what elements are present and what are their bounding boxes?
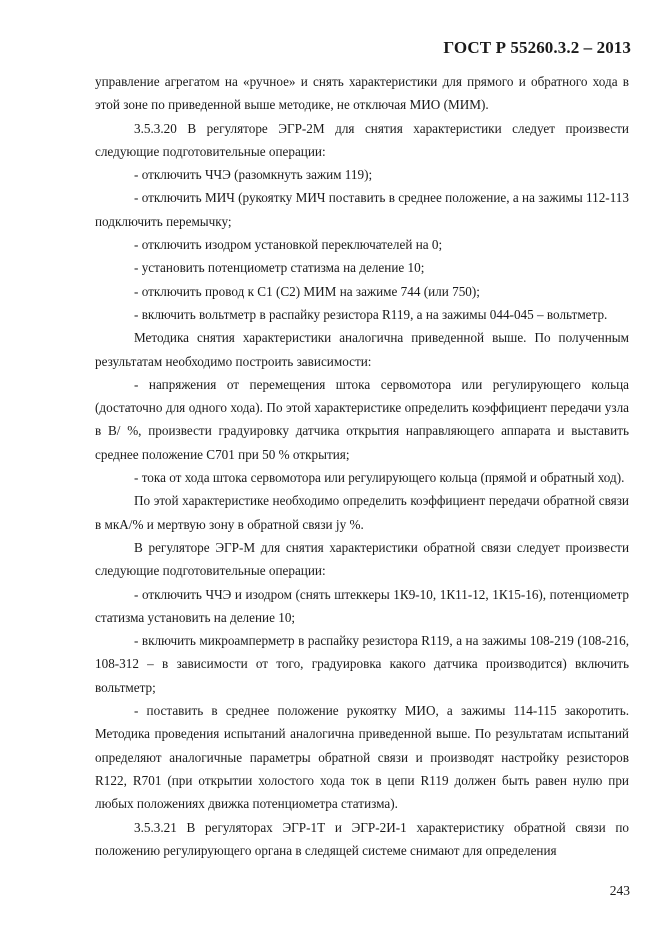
paragraph: - поставить в среднее положение рукоятку МИО, а зажимы 114-115 закоротить. Методика проведения испытаний аналогична приведенной выше. По результатам испытаний определяют аналогичные параметры обратной связи и производят настройку резисторов R122, R701 (при открытии холостого хода ток в цепи R119 должен быть равен нулю при любых положениях движка потенциометра статизма).	[95, 703, 629, 812]
body-text	[95, 70, 629, 862]
paragraph: - отключить МИЧ (рукоятку МИЧ поставить в среднее положение, а на зажимы 112-113 подключить перемычку;	[95, 190, 629, 229]
paragraph: 3.5.3.21 В регуляторах ЭГР-1Т и ЭГР-2И-1 характеристику обратной связи по положению регулирующего органа в следящей системе снимают для определения	[95, 819, 629, 858]
paragraph: - включить вольтметр в распайку резистора R119, а на зажимы 044-045 – вольтметр.	[134, 306, 608, 322]
paragraph: - установить потенциометр статизма на деление 10;	[134, 260, 425, 276]
paragraph: - отключить провод к С1 (С2) МИМ на зажиме 744 (или 750);	[134, 283, 480, 299]
paragraph: - включить микроамперметр в распайку резистора R119, а на зажимы 108-219 (108-216, 108-312 – в зависимости от того, градуировка какого датчика производится) включить вольтметр;	[95, 633, 629, 695]
paragraph: - отключить ЧЧЭ (разомкнуть зажим 119);	[134, 167, 373, 183]
paragraph: управление агрегатом на «ручное» и снять характеристики для прямого и обратного хода в этой зоне по приведенной выше методике, не отключая МИО (МИМ).	[95, 74, 629, 113]
paragraph: По этой характеристике необходимо определить коэффициент передачи обратной связи в мкА/% и мертвую зону в обратной связи jy %.	[95, 493, 629, 532]
page-number: 243	[609, 883, 630, 898]
paragraph: - напряжения от перемещения штока сервомотора или регулирующего кольца (достаточно для одного хода). По этой характеристике определить коэффициент передачи узла в В/ %, произвести градуировку датчика открытия направляющего аппарата и выставить среднее положение С701 при 50 % открытия;	[95, 376, 629, 462]
paragraph: Методика снятия характеристики аналогична приведенной выше. По полученным результатам необходимо построить зависимости:	[95, 330, 629, 369]
paragraph: - отключить изодром установкой переключателей на 0;	[134, 237, 443, 253]
paragraph: - тока от хода штока сервомотора или регулирующего кольца (прямой и обратный ход).	[134, 470, 625, 486]
paragraph: В регуляторе ЭГР-М для снятия характеристики обратной связи следует произвести следующие подготовительные операции:	[95, 539, 629, 579]
paragraph: 3.5.3.20 В регуляторе ЭГР-2М для снятия характеристики следует произвести следующие подготовительные операции:	[95, 120, 629, 159]
document-header: ГОСТ Р 55260.3.2 – 2013	[443, 38, 631, 57]
paragraph: - отключить ЧЧЭ и изодром (снять штеккеры 1К9-10, 1К11-12, 1К15-16), потенциометр статизма установить на деление 10;	[95, 586, 629, 625]
